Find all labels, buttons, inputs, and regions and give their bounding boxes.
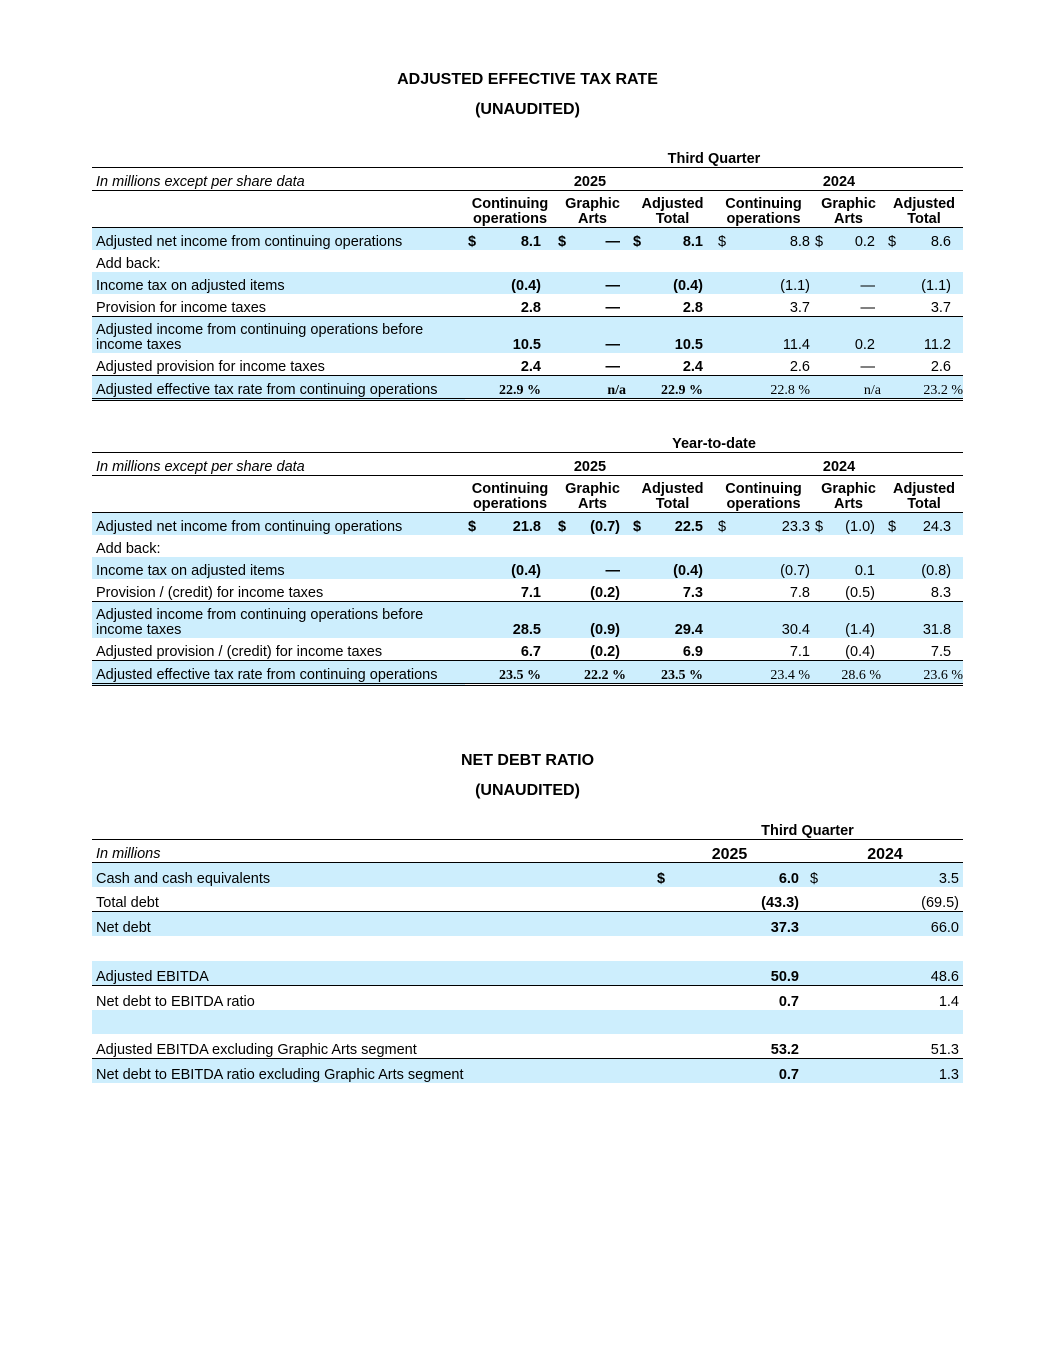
- row-label: Add back:: [96, 541, 161, 557]
- row-label: Adjusted EBITDA: [92, 961, 652, 986]
- value-cell: [812, 557, 885, 579]
- value: (1.4): [845, 622, 875, 638]
- value-cell: [812, 661, 885, 685]
- blank: [92, 476, 465, 513]
- value: 7.8: [789, 585, 810, 601]
- value-cell: [885, 250, 963, 272]
- value-cell: [807, 863, 963, 888]
- value-cell: [630, 353, 715, 376]
- value-cell: [715, 535, 812, 557]
- value: 23.5 %: [499, 668, 541, 683]
- value: 7.5: [930, 644, 952, 660]
- value: 10.5: [674, 337, 703, 353]
- row-label: Adjusted income from continuing operations before income taxes: [96, 322, 424, 353]
- column-header: Graphic Arts: [555, 476, 630, 513]
- value: —: [605, 234, 620, 250]
- column-header: Adjusted Total: [630, 476, 715, 513]
- value: n/a: [607, 383, 626, 398]
- table-row: [92, 579, 963, 602]
- value-cell: [555, 661, 630, 685]
- value-cell: [555, 294, 630, 317]
- value-cell: [812, 602, 885, 639]
- tax-table-year-to-date: [92, 430, 963, 686]
- value: 22.9 %: [499, 383, 541, 398]
- row-label: [92, 1010, 652, 1035]
- value-cell: [555, 513, 630, 536]
- value: (0.9): [590, 622, 620, 638]
- value: (0.2): [590, 585, 620, 601]
- value-cell: [812, 250, 885, 272]
- value-cell: [630, 376, 715, 400]
- value-cell: [715, 557, 812, 579]
- value-cell: [630, 661, 715, 685]
- value: 23.4 %: [770, 668, 810, 683]
- row-label: Net debt to EBITDA ratio: [96, 993, 255, 1010]
- row-label: Net debt: [96, 920, 151, 936]
- value-cell: [812, 272, 885, 294]
- value: 30.4: [781, 622, 810, 638]
- column-header: Continuing operations: [715, 191, 812, 228]
- value: 50.9: [770, 968, 799, 985]
- value: (1.1): [780, 278, 810, 294]
- value-cell: [555, 272, 630, 294]
- value-cell: [715, 250, 812, 272]
- value-cell: [555, 317, 630, 354]
- value: (1.1): [921, 278, 951, 294]
- period-label: Third Quarter: [465, 145, 963, 168]
- table-row: [92, 912, 963, 937]
- table-row: [92, 272, 963, 294]
- tax-subtitle: (UNAUDITED): [475, 101, 580, 118]
- value: —: [605, 337, 620, 353]
- value-cell: [715, 228, 812, 251]
- table-row: [92, 863, 963, 888]
- column-header-row: [92, 191, 963, 228]
- value-cell: [652, 936, 807, 961]
- currency-symbol: $: [558, 519, 567, 535]
- value-cell: [885, 661, 963, 685]
- value: 2.6: [789, 359, 810, 375]
- value: 8.6: [930, 234, 951, 250]
- value-cell: [885, 376, 963, 400]
- value-cell: [715, 513, 812, 536]
- value: 0.7: [778, 1067, 799, 1083]
- currency-symbol: $: [810, 871, 819, 887]
- value-cell: [812, 228, 885, 251]
- currency-symbol: $: [888, 234, 897, 250]
- value: 1.3: [938, 1067, 959, 1083]
- value: 2.8: [520, 300, 541, 316]
- value-cell: [812, 353, 885, 376]
- value-cell: [555, 535, 630, 557]
- value-cell: [652, 887, 807, 912]
- table-row: [92, 228, 963, 251]
- table-row: [92, 1010, 963, 1035]
- value: (0.4): [845, 644, 875, 660]
- table-row: [92, 1034, 963, 1059]
- value: 6.9: [682, 644, 703, 660]
- value: 24.3: [922, 519, 952, 535]
- value: 7.1: [520, 585, 541, 601]
- value-cell: [630, 294, 715, 317]
- value-cell: [630, 272, 715, 294]
- value-cell: [885, 535, 963, 557]
- value: —: [605, 300, 620, 316]
- row-label: [92, 936, 652, 961]
- value: 6.0: [778, 871, 799, 887]
- year-header: 2025: [465, 168, 715, 191]
- value-cell: [812, 638, 885, 661]
- value-cell: [812, 294, 885, 317]
- row-label: Adjusted net income from continuing operations: [96, 519, 403, 535]
- value-cell: [807, 985, 963, 1010]
- period-row: [92, 145, 963, 168]
- value: 22.8 %: [770, 383, 810, 398]
- value: n/a: [863, 383, 881, 398]
- value: (0.4): [511, 278, 541, 294]
- value: 0.2: [854, 337, 875, 353]
- value-cell: [630, 535, 715, 557]
- tax-table-third-quarter: [92, 145, 963, 401]
- currency-symbol: $: [815, 234, 824, 250]
- year-header: 2024: [807, 840, 963, 863]
- value: 66.0: [930, 920, 959, 936]
- value: 23.2 %: [923, 383, 963, 398]
- row-label: Add back:: [96, 256, 161, 272]
- year-row: [92, 453, 963, 476]
- row-label: Net debt to EBITDA ratio excluding Graphic Arts segment: [96, 1067, 464, 1083]
- value-cell: [465, 228, 555, 251]
- currency-symbol: $: [888, 519, 897, 535]
- row-label: Adjusted EBITDA excluding Graphic Arts segment: [92, 1034, 652, 1059]
- value: 6.7: [520, 644, 541, 660]
- value: 11.2: [923, 337, 951, 353]
- value-cell: [807, 887, 963, 912]
- column-header: Adjusted Total: [885, 191, 963, 228]
- table-row: [92, 317, 963, 354]
- column-header-row: [92, 476, 963, 513]
- value: 2.4: [682, 359, 703, 375]
- value-cell: [652, 1034, 807, 1059]
- value: 11.4: [782, 337, 810, 353]
- value-cell: [630, 602, 715, 639]
- value: (0.7): [590, 519, 620, 535]
- value-cell: [465, 535, 555, 557]
- value: 31.8: [922, 622, 952, 638]
- value: —: [605, 359, 620, 375]
- value-cell: [465, 661, 555, 685]
- value-cell: [885, 513, 963, 536]
- value: 53.2: [770, 1042, 799, 1058]
- value-cell: [812, 513, 885, 536]
- column-header: Graphic Arts: [812, 476, 885, 513]
- value: —: [605, 278, 620, 294]
- value-cell: [555, 557, 630, 579]
- value-cell: [885, 272, 963, 294]
- value: 51.3: [930, 1042, 959, 1058]
- value: (0.4): [673, 278, 703, 294]
- row-label: Provision / (credit) for income taxes: [92, 579, 465, 602]
- value: 7.1: [789, 644, 810, 660]
- value-cell: [715, 294, 812, 317]
- value: 7.3: [682, 585, 703, 601]
- value-cell: [465, 250, 555, 272]
- row-label: Total debt: [92, 887, 652, 912]
- unit-label: In millions except per share data: [92, 168, 465, 191]
- value-cell: [630, 513, 715, 536]
- blank: [92, 817, 652, 840]
- value-cell: [630, 317, 715, 354]
- value-cell: [715, 661, 812, 685]
- value: (0.4): [511, 563, 541, 579]
- value: 23.6 %: [923, 668, 964, 683]
- debt-title: NET DEBT RATIO: [460, 752, 595, 769]
- value-cell: [555, 250, 630, 272]
- table-row: [92, 513, 963, 536]
- value-cell: [885, 228, 963, 251]
- currency-symbol: $: [718, 519, 727, 535]
- value-cell: [807, 961, 963, 986]
- value-cell: [555, 602, 630, 639]
- value-cell: [555, 579, 630, 602]
- value-cell: [715, 579, 812, 602]
- currency-symbol: $: [657, 871, 666, 887]
- value: 3.7: [930, 300, 951, 316]
- value-cell: [812, 376, 885, 400]
- table-row: [92, 376, 963, 400]
- value: 22.2 %: [584, 668, 626, 683]
- value-cell: [715, 317, 812, 354]
- value-cell: [807, 912, 963, 937]
- value-cell: [812, 317, 885, 354]
- value: (0.7): [780, 563, 810, 579]
- value: 28.6 %: [841, 668, 881, 683]
- currency-symbol: $: [633, 519, 642, 535]
- value: 23.5 %: [661, 668, 703, 683]
- table-row: [92, 661, 963, 685]
- year-header: 2024: [715, 168, 963, 191]
- tax-title: ADJUSTED EFFECTIVE TAX RATE: [397, 71, 658, 88]
- value-cell: [652, 863, 807, 888]
- value-cell: [885, 294, 963, 317]
- value-cell: [885, 353, 963, 376]
- column-header: Adjusted Total: [885, 476, 963, 513]
- currency-symbol: $: [718, 234, 727, 250]
- value-cell: [715, 353, 812, 376]
- value-cell: [652, 1010, 807, 1035]
- column-header: Continuing operations: [465, 191, 555, 228]
- row-label: Income tax on adjusted items: [96, 278, 285, 294]
- value-cell: [715, 272, 812, 294]
- value-cell: [465, 557, 555, 579]
- table-row: [92, 887, 963, 912]
- row-label: Adjusted effective tax rate from continuing operations: [92, 661, 465, 685]
- value-cell: [885, 638, 963, 661]
- blank: [92, 430, 465, 453]
- value: 2.6: [930, 359, 951, 375]
- value-cell: [885, 602, 963, 639]
- period-label: Year-to-date: [465, 430, 963, 453]
- value-cell: [465, 272, 555, 294]
- value-cell: [465, 294, 555, 317]
- value: 0.7: [778, 993, 799, 1010]
- table-row: [92, 557, 963, 579]
- value: 37.3: [770, 920, 799, 936]
- value: (1.0): [845, 519, 875, 535]
- value-cell: [465, 513, 555, 536]
- table-row: [92, 638, 963, 661]
- row-label: Adjusted provision for income taxes: [92, 353, 465, 376]
- currency-symbol: $: [558, 234, 567, 250]
- table-row: [92, 602, 963, 639]
- net-debt-table: [92, 817, 963, 1083]
- value-cell: [652, 912, 807, 937]
- table-row: [92, 250, 963, 272]
- value: —: [860, 300, 875, 316]
- currency-symbol: $: [468, 234, 477, 250]
- value-cell: [630, 228, 715, 251]
- table-row: [92, 294, 963, 317]
- table-row: [92, 936, 963, 961]
- value-cell: [630, 250, 715, 272]
- value: —: [860, 359, 875, 375]
- value: 1.4: [938, 993, 959, 1010]
- value: 10.5: [512, 337, 541, 353]
- value: 29.4: [674, 622, 703, 638]
- period-row: [92, 817, 963, 840]
- value-cell: [555, 638, 630, 661]
- year-header: 2025: [652, 840, 807, 863]
- period-row: [92, 430, 963, 453]
- value: 0.1: [854, 563, 875, 579]
- value-cell: [555, 376, 630, 400]
- value: (0.4): [673, 563, 703, 579]
- value: 3.7: [789, 300, 810, 316]
- value: 28.5: [512, 622, 541, 638]
- value-cell: [465, 317, 555, 354]
- value: 22.9 %: [661, 383, 703, 398]
- value-cell: [807, 1010, 963, 1035]
- value-cell: [555, 228, 630, 251]
- value: —: [860, 278, 875, 294]
- table-row: [92, 961, 963, 986]
- value-cell: [807, 1034, 963, 1059]
- value-cell: [715, 376, 812, 400]
- value-cell: [465, 638, 555, 661]
- row-label: Adjusted income from continuing operations before income taxes: [96, 607, 424, 638]
- value: 48.6: [930, 968, 959, 985]
- value-cell: [652, 961, 807, 986]
- table-row: [92, 1059, 963, 1084]
- debt-subtitle: (UNAUDITED): [475, 782, 580, 799]
- year-row: [92, 840, 963, 863]
- value-cell: [885, 579, 963, 602]
- column-header: Adjusted Total: [630, 191, 715, 228]
- value: 8.3: [930, 585, 952, 601]
- row-label: Adjusted net income from continuing operations: [96, 234, 403, 250]
- value: (43.3): [761, 895, 799, 911]
- row-label: Income tax on adjusted items: [96, 563, 285, 579]
- unit-label: In millions except per share data: [92, 453, 465, 476]
- value-cell: [652, 1059, 807, 1084]
- value: (0.2): [590, 644, 620, 660]
- table-row: [92, 985, 963, 1010]
- value-cell: [652, 985, 807, 1010]
- value: 8.8: [789, 234, 810, 250]
- year-header: 2025: [465, 453, 715, 476]
- value: —: [605, 563, 620, 579]
- row-label: Adjusted provision / (credit) for income taxes: [92, 638, 465, 661]
- value-cell: [630, 579, 715, 602]
- value-cell: [812, 579, 885, 602]
- value: 3.5: [938, 871, 959, 887]
- value: (0.5): [845, 585, 875, 601]
- blank: [92, 191, 465, 228]
- value-cell: [812, 535, 885, 557]
- value: 8.1: [682, 234, 703, 250]
- value: (0.8): [921, 563, 952, 579]
- currency-symbol: $: [815, 519, 824, 535]
- value: 2.4: [520, 359, 541, 375]
- value-cell: [885, 557, 963, 579]
- value: 0.2: [854, 234, 875, 250]
- value: 23.3: [781, 519, 810, 535]
- table-row: [92, 353, 963, 376]
- row-label: Provision for income taxes: [92, 294, 465, 317]
- column-header: Continuing operations: [465, 476, 555, 513]
- value-cell: [807, 1059, 963, 1084]
- value-cell: [630, 638, 715, 661]
- value-cell: [465, 376, 555, 400]
- value: 8.1: [520, 234, 541, 250]
- period-label: Third Quarter: [652, 817, 963, 840]
- column-header: Graphic Arts: [812, 191, 885, 228]
- value-cell: [715, 638, 812, 661]
- row-label: Adjusted effective tax rate from continuing operations: [92, 376, 465, 400]
- column-header: Graphic Arts: [555, 191, 630, 228]
- row-label: Cash and cash equivalents: [96, 871, 271, 887]
- value: 21.8: [512, 519, 541, 535]
- currency-symbol: $: [468, 519, 477, 535]
- table-row: [92, 535, 963, 557]
- value: (69.5): [921, 895, 959, 911]
- value-cell: [465, 353, 555, 376]
- year-row: [92, 168, 963, 191]
- value-cell: [807, 936, 963, 961]
- column-header: Continuing operations: [715, 476, 812, 513]
- currency-symbol: $: [633, 234, 642, 250]
- unit-label: In millions: [92, 840, 652, 863]
- value-cell: [885, 317, 963, 354]
- value-cell: [630, 557, 715, 579]
- blank: [92, 145, 465, 168]
- value-cell: [715, 602, 812, 639]
- value-cell: [465, 602, 555, 639]
- value: 2.8: [682, 300, 703, 316]
- value: 22.5: [674, 519, 703, 535]
- value-cell: [555, 353, 630, 376]
- year-header: 2024: [715, 453, 963, 476]
- value-cell: [465, 579, 555, 602]
